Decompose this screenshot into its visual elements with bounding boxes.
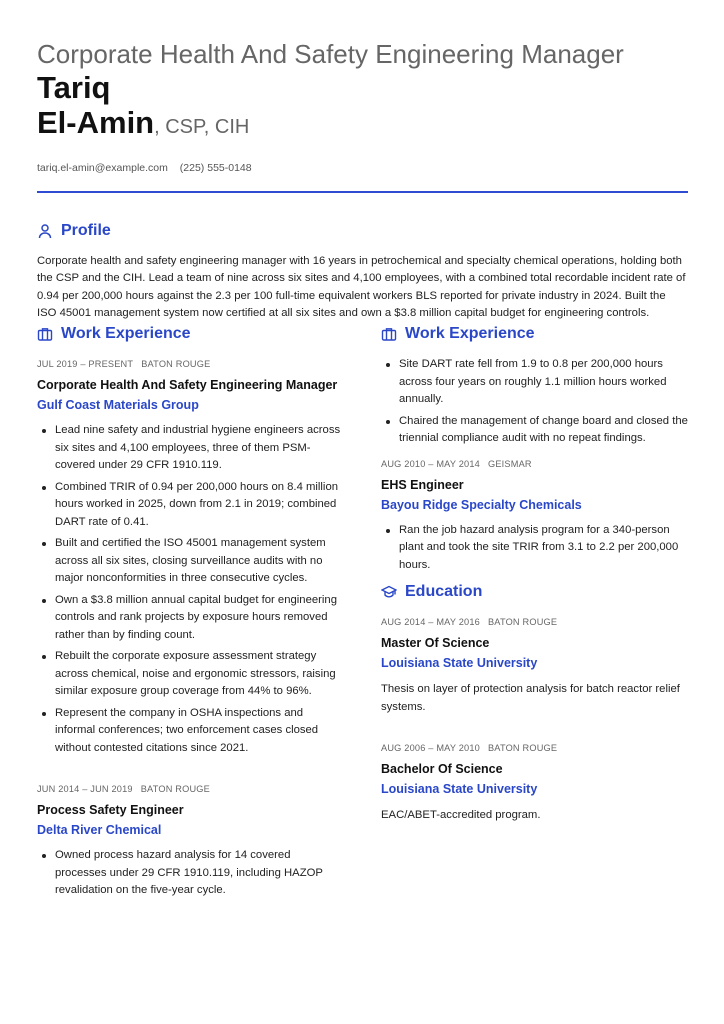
job-role: Corporate Health And Safety Engineering Manager [37, 378, 338, 392]
job-entry [37, 358, 345, 757]
contact-line [37, 162, 687, 174]
phone-text: (225) 555-0148 [179, 162, 252, 174]
job-dates: JUN 2014 – JUN 2019 [37, 784, 133, 794]
education-school: Louisiana State University [381, 656, 538, 670]
education-description: Thesis on layer of protection analysis for batch reactor relief systems. [381, 683, 680, 713]
list-item: Ran the job hazard analysis program for a 340-person plant and took the site TRIR from 3.1 to 2.2 per 200,000 hours. [399, 522, 688, 575]
work-experience-title: Work Experience [61, 325, 191, 342]
job-meta [381, 458, 688, 470]
education-location: BATON ROUGE [487, 617, 558, 627]
education-entry [381, 616, 688, 716]
name-last: El-Amin [37, 105, 155, 140]
list-item: Own a $3.8 million annual capital budget for engineering controls and rank projects by exposure hours removed rather than by finding count. [55, 592, 345, 645]
credentials: , CSP, CIH [154, 116, 250, 138]
profile-heading [37, 221, 687, 241]
profile-title: Profile [61, 222, 111, 239]
right-column [381, 324, 688, 904]
name-first: Tariq [37, 70, 111, 105]
resume-header [37, 38, 687, 144]
graduation-cap-icon [381, 584, 397, 600]
job-entry [381, 458, 688, 575]
job-role: Process Safety Engineer [37, 803, 184, 817]
education-entry [381, 742, 688, 825]
continued-bullets [381, 356, 688, 448]
job-dates: JUL 2019 – PRESENT [37, 359, 134, 369]
job-entry [37, 783, 345, 900]
education-heading [381, 582, 688, 602]
education-school: Louisiana State University [381, 782, 538, 796]
job-meta [37, 358, 345, 370]
work-experience-title: Work Experience [405, 325, 535, 342]
header-divider [37, 191, 688, 193]
list-item: Rebuilt the corporate exposure assessment strategy across chemical, noise and ergonomic stressors, raising similar exposure group coverage from 44% to 96%. [55, 648, 345, 701]
job-bullets [381, 522, 688, 575]
education-description: EAC/ABET-accredited program. [381, 809, 541, 821]
left-column [37, 324, 345, 904]
job-title: Corporate Health And Safety Engineering Manager [37, 39, 624, 69]
list-item: Chaired the management of change board and closed the triennial compliance audit with no repeat findings. [399, 413, 688, 448]
job-location: BATON ROUGE [140, 784, 210, 794]
two-column-body [37, 324, 688, 904]
job-org: Bayou Ridge Specialty Chemicals [381, 497, 582, 512]
education-degree: Master Of Science [381, 636, 490, 650]
person-icon [37, 223, 53, 239]
education-dates: AUG 2006 – MAY 2010 [381, 743, 480, 753]
education-meta [381, 616, 688, 628]
job-org: Delta River Chemical [37, 823, 162, 837]
list-item: Lead nine safety and industrial hygiene engineers across six sites and 4,100 employees, three of them PSM-covered under 29 CFR 1910.119. [55, 422, 345, 475]
list-item: Combined TRIR of 0.94 per 200,000 hours on 8.4 million hours worked in 2025, down from 2.1 in 2019; combined DART rate of 0.41. [55, 479, 345, 532]
profile-section [37, 221, 687, 323]
job-bullets [37, 847, 345, 900]
education-degree: Bachelor Of Science [381, 762, 503, 776]
education-location: BATON ROUGE [487, 743, 558, 753]
job-meta [37, 783, 345, 795]
profile-summary: Corporate health and safety engineering manager with 16 years in petrochemical and specialty chemical operations, holding both the CSP and the CIH. Lead a team of nine across six sites and 4,100 employees, with a combined total recordable incident rate of 0.94 per 200,000 hours against the 2.3 per 100 full-time equivalent workers BLS reported for private industry in 2024. Built the ISO 45001 management system now certified at all six sites and own a $3.8 million capital budget for engineering controls. [37, 255, 686, 320]
job-org: Gulf Coast Materials Group [37, 398, 199, 412]
job-role: EHS Engineer [381, 477, 464, 492]
list-item: Site DART rate fell from 1.9 to 0.8 per 200,000 hours across four years on roughly 1.1 million hours worked annually. [399, 356, 688, 409]
education-dates: AUG 2014 – MAY 2016 [381, 617, 480, 627]
list-item: Represent the company in OSHA inspections and informal conferences; two enforcement cases closed without contested citations since 2021. [55, 705, 345, 758]
education-meta [381, 742, 688, 754]
work-experience-heading-continued [381, 324, 688, 344]
list-item: Built and certified the ISO 45001 management system across all six sites, closing surveillance audits with no major nonconformities in three consecutive cycles. [55, 535, 345, 588]
job-location: BATON ROUGE [141, 359, 211, 369]
briefcase-icon [37, 326, 53, 342]
work-experience-heading [37, 324, 345, 344]
briefcase-icon [381, 326, 397, 342]
job-bullets [37, 422, 345, 757]
email-link[interactable]: tariq.el-amin@example.com [37, 162, 168, 174]
education-title: Education [405, 583, 483, 600]
list-item: Owned process hazard analysis for 14 covered processes under 29 CFR 1910.119, including HAZOP revalidation on the five-year cycle. [55, 847, 345, 900]
job-location: GEISMAR [487, 458, 532, 469]
job-dates: AUG 2010 – MAY 2014 [381, 458, 480, 469]
